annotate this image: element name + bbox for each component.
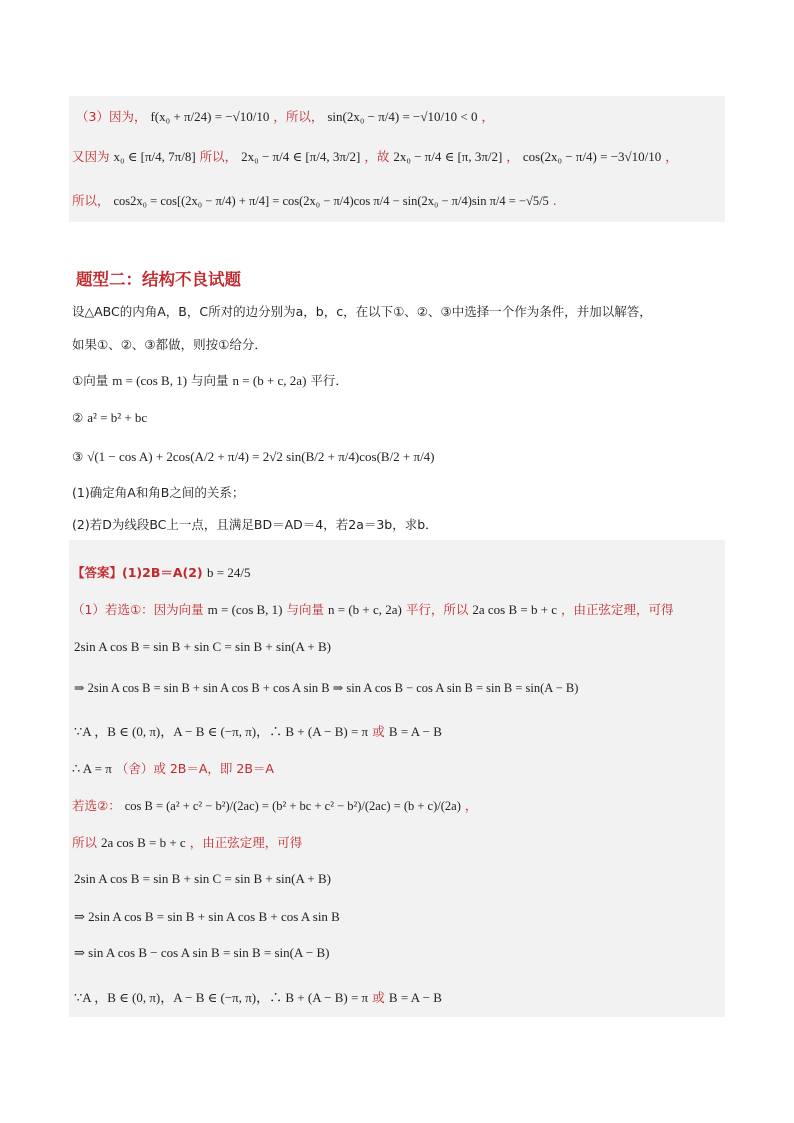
math-expr: 2a cos B = b + c — [101, 835, 186, 850]
math-expr: a² = b² + bc — [87, 410, 148, 425]
problem-line1: 设△ABC的内角A，B，C所对的边分别为a，b，c，在以下①、②、③中选择一个作为条件，并加以解答， — [72, 304, 652, 319]
math-expr: m = (cos B, 1) — [112, 373, 188, 388]
math-expr: sin(2x₀ − π/4) = −√10/10 < 0 — [327, 109, 478, 124]
equation-line: ∴ A = π （舍）或 2B＝A，即 2B＝A — [72, 761, 274, 776]
math-expr: x₀ ∈ [π/4, 7π/8] — [113, 149, 196, 164]
part3-line3: 所以， cos2x₀ = cos[(2x₀ − π/4) + π/4] = cos(2x₀ − π/4)cos π/4 − sin(2x₀ − π/4)sin π/4 = −√5/5 . — [72, 193, 557, 208]
condition-2: ② a² = b² + bc — [72, 410, 148, 425]
equation-line: ∵A ，B ∈ (0, π)，A − B ∈ (−π, π)，∴ B + (A − B) = π 或 B = A − B — [74, 724, 442, 739]
solution-choice2: 若选②： cos B = (a² + c² − b²)/(2ac) = (b² + bc + c² − b²)/(2ac) = (b + c)/(2a) ， — [72, 798, 478, 813]
equation-line: ∵A ，B ∈ (0, π)，A − B ∈ (−π, π)，∴ B + (A − B) = π 或 B = A − B — [74, 990, 442, 1005]
math-expr: n = (b + c, 2a) — [232, 373, 307, 388]
math-expr: b = 24/5 — [207, 565, 251, 580]
question-2: (2)若D为线段BC上一点，且满足BD＝AD＝4，若2a＝3b，求b． — [72, 517, 438, 532]
section-title: 题型二：结构不良试题 — [76, 270, 241, 289]
math-expr: 2x₀ − π/4 ∈ [π/4, 3π/2] — [241, 149, 361, 164]
math-expr: cos B = (a² + c² − b²)/(2ac) = (b² + bc + c² − b²)/(2ac) = (b + c)/(2a) — [124, 799, 461, 813]
part3-line2: 又因为 x₀ ∈ [π/4, 7π/8] 所以， 2x₀ − π/4 ∈ [π/4, 3π/2] ，故 2x₀ − π/4 ∈ [π, 3π/2] ， cos(2x₀ − π/4) = −3√10/10 ， — [72, 149, 678, 164]
condition-3: ③ √(1 − cos A) + 2cos(A/2 + π/4) = 2√2 sin(B/2 + π/4)cos(B/2 + π/4) — [72, 449, 435, 464]
equation-line: 2sin A cos B = sin B + sin C = sin B + sin(A + B) — [74, 871, 331, 886]
math-expr: n = (b + c, 2a) — [328, 602, 402, 617]
math-expr: f(x₀ + π/24) = −√10/10 — [150, 109, 270, 124]
condition-1: ①向量 m = (cos B, 1) 与向量 n = (b + c, 2a) 平行． — [72, 373, 348, 388]
solution-choice2-cont: 所以 2a cos B = b + c ，由正弦定理，可得 — [72, 835, 303, 850]
problem-line2: 如果①、②、③都做，则按①给分． — [72, 337, 267, 352]
equation-line: ⇒ sin A cos B − cos A sin B = sin B = sin(A − B) — [74, 945, 330, 960]
math-expr: 2a cos B = b + c — [472, 602, 558, 617]
math-expr: 2x₀ − π/4 ∈ [π, 3π/2] — [393, 149, 503, 164]
equation-line: ⇒ 2sin A cos B = sin B + sin A cos B + cos A sin B ⇒ sin A cos B − cos A sin B = sin B = sin(A − B) — [74, 681, 579, 695]
math-expr: m = (cos B, 1) — [207, 602, 283, 617]
math-expr: cos2x₀ = cos[(2x₀ − π/4) + π/4] = cos(2x₀ − π/4)cos π/4 − sin(2x₀ − π/4)sin π/4 = −√5/5 — [113, 194, 549, 208]
part3-line1: （3）因为， f(x₀ + π/24) = −√10/10 ，所以， sin(2x₀ − π/4) = −√10/10 < 0 ， — [76, 109, 494, 124]
math-expr: cos(2x₀ − π/4) = −3√10/10 — [522, 149, 662, 164]
math-expr: √(1 − cos A) + 2cos(A/2 + π/4) = 2√2 sin(B/2 + π/4)cos(B/2 + π/4) — [87, 449, 435, 464]
answer-label: 【答案】(1)2B＝A(2) b = 24/5 — [72, 565, 251, 580]
equation-line: 2sin A cos B = sin B + sin C = sin B + sin(A + B) — [74, 639, 331, 654]
question-1: (1)确定角A和角B之间的关系； — [72, 485, 245, 500]
equation-line: ⇒ 2sin A cos B = sin B + sin A cos B + cos A sin B — [74, 909, 340, 924]
solution-choice1: （1）若选①：因为向量 m = (cos B, 1) 与向量 n = (b + c, 2a) 平行，所以 2a cos B = b + c ，由正弦定理，可得 — [72, 602, 674, 617]
